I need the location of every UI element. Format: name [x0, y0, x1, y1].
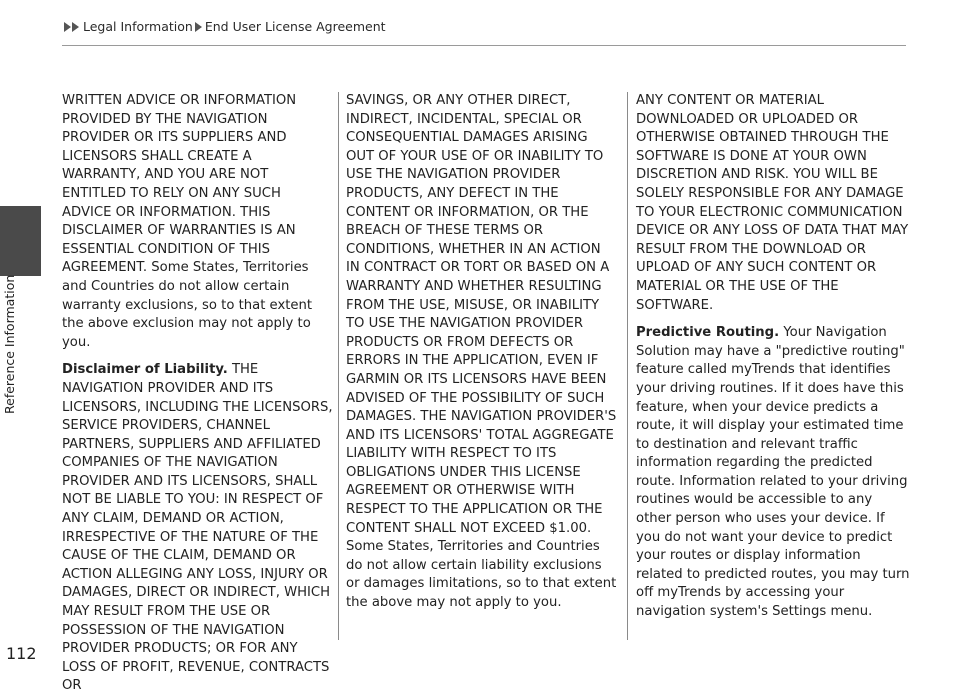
- liability-disclaimer-paragraph: [62, 361, 334, 696]
- content-risk-paragraph: ANY CONTENT OR MATERIAL DOWNLOADED OR UPLOADED OR OTHERWISE OBTAINED THROUGH THE SOFTWARE IS DONE AT YOUR OWN DISCRETION AND RISK. YOU WILL BE SOLELY RESPONSIBLE FOR ANY DAMAGE TO YOUR ELECTRONIC COMMUNICATION DEVICE OR ANY LOSS OF DATA THAT MAY RESULT FROM THE DOWNLOAD OR UPLOAD OF ANY SUCH CONTENT OR MATERIAL OR THE USE OF THE SOFTWARE.: [636, 93, 909, 313]
- breadcrumb-end-user-license-agreement[interactable]: End User License Agreement: [204, 19, 386, 34]
- predictive-routing-body: Your Navigation Solution may have a "predictive routing" feature called myTrends that identifies your driving routines. If it does have this feature, when your device predicts a route, it will display your estimated time to destination and relevant traffic information regarding the predicted route. Information related to your driving routines would be accessible to any other person who uses your device. If you do not want your device to predict your routes or display information related to predicted routes, you may turn off myTrends by accessing your navigation system's Settings menu.: [636, 325, 910, 620]
- column-divider: [338, 92, 339, 640]
- section-tab-marker: [0, 206, 41, 276]
- column-1: [62, 92, 334, 696]
- liability-heading: Disclaimer of Liability.: [62, 362, 228, 378]
- breadcrumb-separator-icon: [195, 22, 203, 32]
- breadcrumb-arrow-icon: [64, 22, 80, 32]
- liability-body: THE NAVIGATION PROVIDER AND ITS LICENSORS, INCLUDING THE LICENSORS, SERVICE PROVIDERS, CHANNEL PARTNERS, SUPPLIERS AND AFFILIATED COMPANIES OF THE NAVIGATION PROVIDER AND ITS LICENSORS, SHALL NOT BE LIABLE TO YOU: IN RESPECT OF ANY CLAIM, DEMAND OR ACTION, IRRESPECTIVE OF THE NATURE OF THE CAUSE OF THE CLAIM, DEMAND OR ACTION ALLEGING ANY LOSS, INJURY OR DAMAGES, DIRECT OR INDIRECT, WHICH MAY RESULT FROM THE USE OR POSSESSION OF THE NAVIGATION PROVIDER PRODUCTS; OR FOR ANY LOSS OF PROFIT, REVENUE, CONTRACTS OR: [62, 362, 333, 694]
- predictive-routing-paragraph: [636, 324, 910, 622]
- column-divider: [627, 92, 628, 640]
- page-number: 112: [6, 644, 37, 663]
- breadcrumb-legal-information[interactable]: Legal Information: [83, 19, 193, 34]
- section-side-label: Reference Information: [2, 274, 17, 414]
- column-2: [346, 92, 618, 613]
- header-rule: [62, 45, 906, 46]
- liability-continued-paragraph: SAVINGS, OR ANY OTHER DIRECT, INDIRECT, INCIDENTAL, SPECIAL OR CONSEQUENTIAL DAMAGES ARISING OUT OF YOUR USE OF OR INABILITY TO USE THE NAVIGATION PROVIDER PRODUCTS, ANY DEFECT IN THE CONTENT OR INFORMATION, OR THE BREACH OF THESE TERMS OR CONDITIONS, WHETHER IN AN ACTION IN CONTRACT OR TORT OR BASED ON A WARRANTY AND WHETHER RESULTING FROM THE USE, MISUSE, OR INABILITY TO USE THE NAVIGATION PROVIDER PRODUCTS OR FROM DEFECTS OR ERRORS IN THE APPLICATION, EVEN IF GARMIN OR ITS LICENSORS HAVE BEEN ADVISED OF THE POSSIBILITY OF SUCH DAMAGES. THE NAVIGATION PROVIDER'S AND ITS LICENSORS' TOTAL AGGREGATE LIABILITY WITH RESPECT TO ITS OBLIGATIONS UNDER THIS LICENSE AGREEMENT OR OTHERWISE WITH RESPECT TO THE APPLICATION OR THE CONTENT SHALL NOT EXCEED $1.00. Some States, Territories and Countries do not allow certain liability exclusions or damages limitations, so to that extent the above may not apply to you.: [346, 93, 617, 611]
- column-3: [636, 92, 910, 622]
- predictive-routing-heading: Predictive Routing.: [636, 325, 780, 341]
- breadcrumb: [64, 19, 386, 34]
- warranty-disclaimer-paragraph: WRITTEN ADVICE OR INFORMATION PROVIDED BY THE NAVIGATION PROVIDER OR ITS SUPPLIERS AND LICENSORS SHALL CREATE A WARRANTY, AND YOU ARE NOT ENTITLED TO RELY ON ANY SUCH ADVICE OR INFORMATION. THIS DISCLAIMER OF WARRANTIES IS AN ESSENTIAL CONDITION OF THIS AGREEMENT. Some States, Territories and Countries do not allow certain warranty exclusions, so to that extent the above exclusion may not apply to you.: [62, 93, 313, 350]
